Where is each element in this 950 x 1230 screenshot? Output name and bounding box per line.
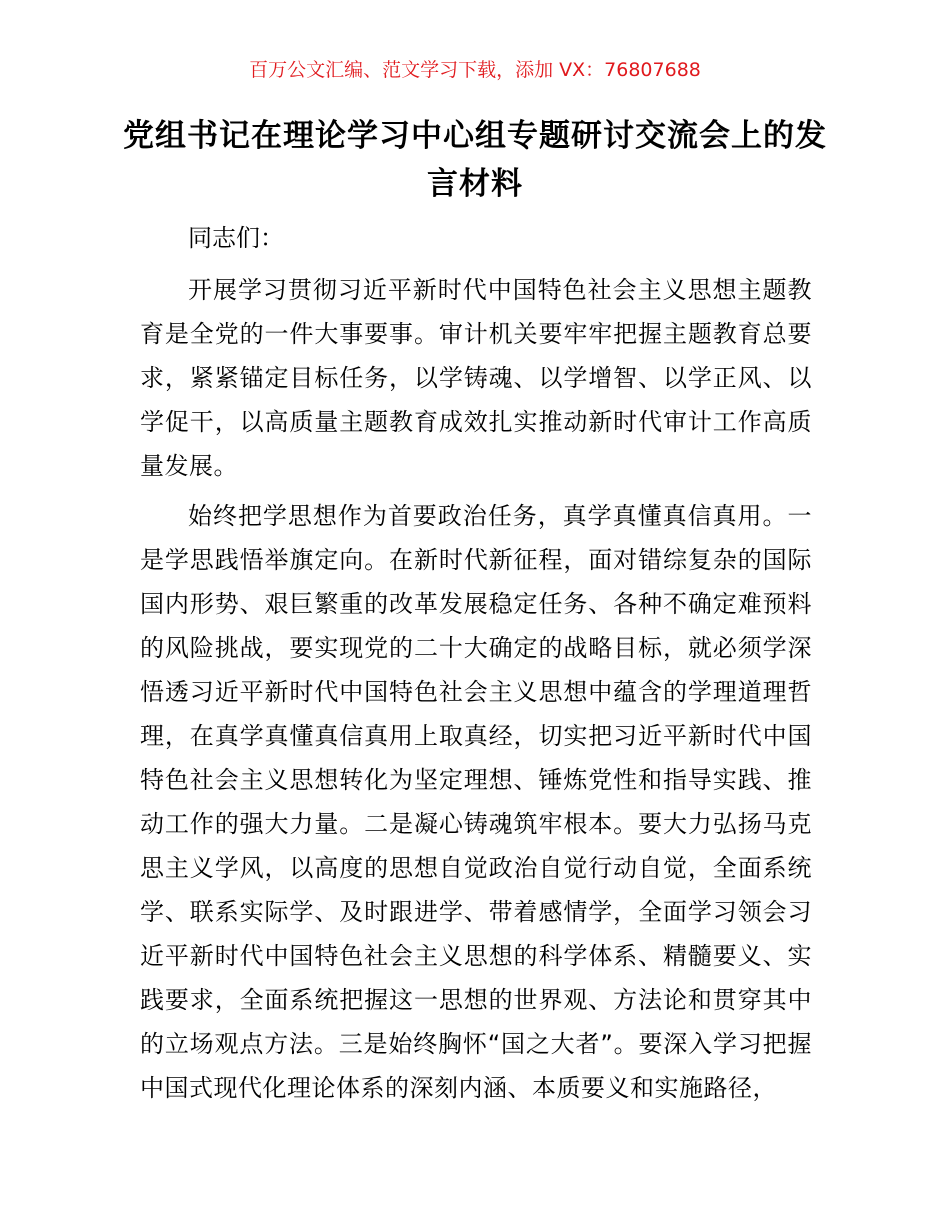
header-banner: 百万公文汇编、范文学习下载，添加 VX：76807688 [249, 59, 701, 81]
body-paragraph: 开展学习贯彻习近平新时代中国特色社会主义思想主题教育是全党的一件大事要事。审计机关要牢牢把握主题教育总要求，紧紧锚定目标任务，以学铸魂、以学增智、以学正风、以学促干，以高质量主题教育成效扎实推动新时代审计工作高质量发展。 [140, 276, 812, 480]
salutation: 同志们： [188, 224, 284, 252]
body-paragraph: 始终把学思想作为首要政治任务，真学真懂真信真用。一是学思践悟举旗定向。在新时代新征程，面对错综复杂的国际国内形势、艰巨繁重的改革发展稳定任务、各种不确定难预料的风险挑战，要实现党的二十大确定的战略目标，就必须学深悟透习近平新时代中国特色社会主义思想中蕴含的学理道理哲理，在真学真懂真信真用上取真经，切实把习近平新时代中国特色社会主义思想转化为坚定理想、锤炼党性和指导实践、推动工作的强大力量。二是凝心铸魂筑牢根本。要大力弘扬马克思主义学风，以高度的思想自觉政治自觉行动自觉，全面系统学、联系实际学、及时跟进学、带着感情学，全面学习领会习近平新时代中国特色社会主义思想的科学体系、精髓要义、实践要求，全面系统把握这一思想的世界观、方法论和贯穿其中的立场观点方法。三是始终胸怀“国之大者”。要深入学习把握中国式现代化理论体系的深刻内涵、本质要义和实施路径， [140, 502, 812, 1102]
document-title: 党组书记在理论学习中心组专题研讨交流会上的发言材料 [123, 118, 827, 202]
